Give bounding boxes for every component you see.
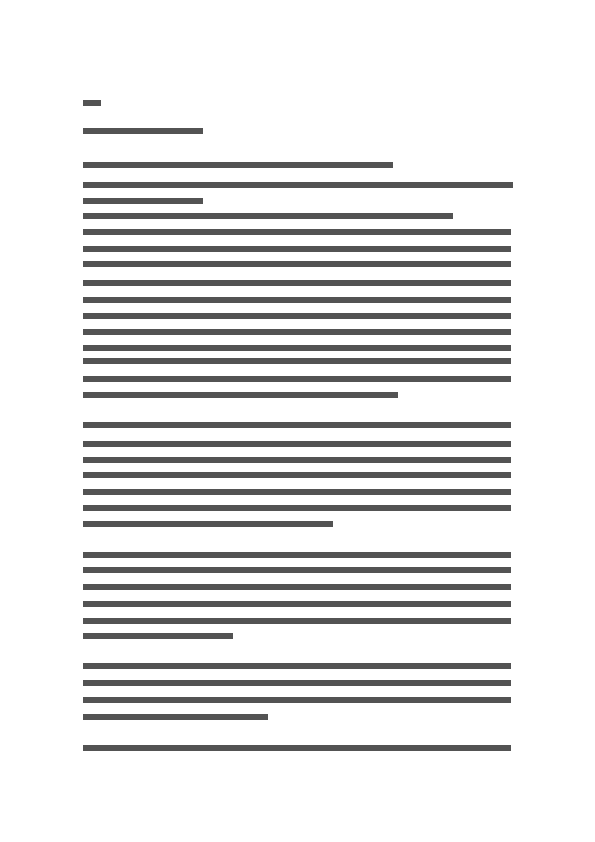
text-line (83, 422, 511, 428)
text-line (83, 697, 511, 703)
text-line (83, 584, 511, 590)
text-line (83, 100, 101, 106)
text-line (83, 521, 333, 527)
text-line (83, 633, 233, 639)
text-line (83, 261, 511, 267)
text-line (83, 663, 511, 669)
text-line (83, 313, 511, 319)
text-line (83, 441, 511, 447)
text-line (83, 358, 511, 364)
text-line (83, 552, 511, 558)
text-line (83, 618, 511, 624)
text-line (83, 182, 513, 188)
text-line (83, 280, 511, 286)
text-line (83, 246, 511, 252)
text-line (83, 162, 393, 168)
text-line (83, 213, 453, 219)
text-line (83, 745, 511, 751)
text-line (83, 472, 511, 478)
text-line (83, 128, 203, 134)
text-line (83, 567, 511, 573)
text-line (83, 714, 268, 720)
text-line (83, 345, 511, 351)
text-line (83, 392, 398, 398)
text-line (83, 489, 511, 495)
text-line (83, 680, 511, 686)
text-line (83, 505, 511, 511)
text-line (83, 329, 511, 335)
text-line (83, 601, 511, 607)
text-line (83, 297, 511, 303)
text-line (83, 376, 511, 382)
text-line (83, 229, 511, 235)
text-line (83, 457, 511, 463)
text-line (83, 198, 203, 204)
